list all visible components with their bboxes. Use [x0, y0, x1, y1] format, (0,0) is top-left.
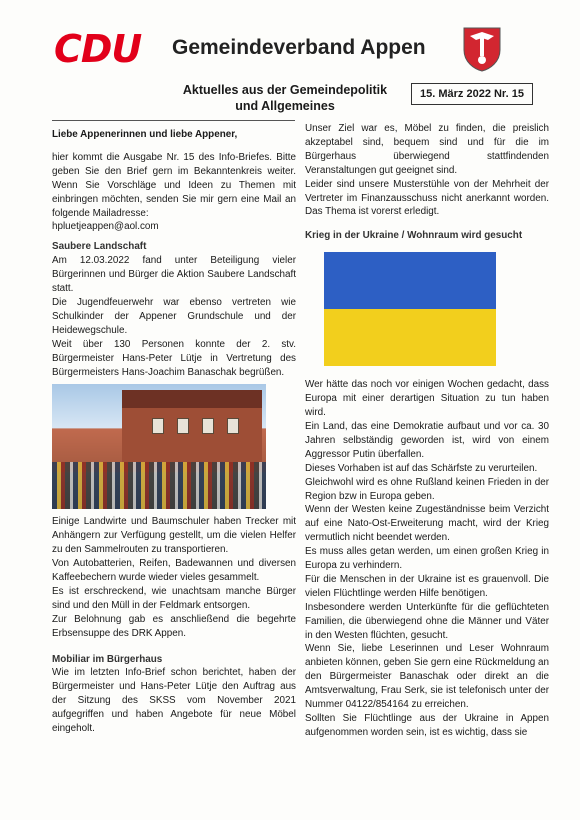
paragraph: Dieses Vorhaben ist auf das Schärfste zu verurteilen. [305, 462, 538, 474]
photo-crowd [52, 462, 266, 509]
subtitle-line-1: Aktuelles aus der Gemeindepolitik [182, 83, 388, 97]
cdu-logo: CDU [54, 27, 142, 71]
photo-roof [122, 390, 262, 408]
paragraph: Wer hätte das noch vor einigen Wochen gedacht, dass Europa mit einer derartigen Situation zu tun haben wird. [305, 379, 549, 419]
heading-ukraine: Krieg in der Ukraine / Wohnraum wird gesucht [305, 230, 523, 242]
paragraph: Sollten Sie Flüchtlinge aus der Ukraine in Appen aufgenommen worden sein, ist es wichtig, dass sie [305, 713, 549, 738]
photo-window [202, 418, 214, 434]
paragraph: Zur Belohnung gab es anschließend die begehrte Erbsensuppe des DRK Appen. [52, 613, 296, 639]
issue-date-box: 15. März 2022 Nr. 15 [411, 83, 533, 105]
paragraph: Es muss alles getan werden, um einen großen Krieg in Europa zu verhindern. [305, 546, 549, 572]
paragraph: Unser Ziel war es, Möbel zu finden, die preislich akzeptabel sind, bequem sind und für die im Bürgerhaus überwiegend stattfindenden Veranstaltungen gut geeignet sind. [305, 123, 549, 176]
cleanup-photo [52, 384, 266, 509]
paragraph: Wenn Sie, liebe Leserinnen und Leser Wohnraum anbieten können, geben Sie gern eine Rückmeldung an den Bürgermeister Banaschak oder direkt an die Amtsverwaltung, Frau Serk, sie ist telefonisch unter der Nummer 04122/854164 zu erreichen. [305, 643, 549, 711]
paragraph: Von Autobatterien, Reifen, Badewannen und diversen Kaffeebechern wurde wieder vieles gesammelt. [52, 558, 296, 584]
newsletter-subtitle [180, 82, 390, 114]
intro-paragraph: hier kommt die Ausgabe Nr. 15 des Info-Briefes. Bitte geben Sie den Brief gern im Bekanntenkreis weiter. Wenn Sie Vorschläge und Ideen zu Themen mit einbringen möchten, senden Sie mir gern eine Mail an folgende Mailadresse: [52, 151, 296, 219]
paragraph: Für die Menschen in der Ukraine ist es grauenvoll. Die vielen Flüchtlinge werden Hilfe benötigen. [305, 573, 549, 599]
photo-window [177, 418, 189, 434]
heading-saubere-landschaft: Saubere Landschaft [52, 241, 147, 253]
paragraph: Leider sind unsere Musterstühle von der Mehrheit der Vertreter im Finanzausschuss nicht anerkannt worden. Das Thema ist vorerst erledigt. [305, 178, 549, 218]
right-column [305, 122, 549, 740]
photo-window [227, 418, 239, 434]
email-address[interactable]: hpluetjeappen@aol.com [52, 221, 159, 233]
left-column [52, 124, 296, 736]
paragraph: Es ist erschreckend, wie unachtsam manche Bürger sind und den Müll in der Feldmark entsorgen. [52, 585, 296, 611]
paragraph: Insbesondere werden Unterkünfte für die geflüchteten Familien, die überwiegend ohne die Männer und Väter in den Westen flüchten, gesucht. [305, 601, 549, 641]
photo-window [152, 418, 164, 434]
org-title: Gemeindeverband Appen [172, 36, 426, 59]
paragraph: Wenn der Westen keine Zugeständnisse beim Verzicht auf eine Nato-Ost-Erweiterung macht, wird der Krieg vermutlich nicht beendet werden. [305, 504, 549, 544]
paragraph: Die Jugendfeuerwehr war ebenso vertreten wie Schulkinder der Appener Grundschule und der Heidewegschule. [52, 296, 296, 336]
paragraph: Wie im letzten Info-Brief schon berichtet, haben der Bürgermeister und Hans-Peter Lütje den Auftrag aus der Sitzung des SKSS vom November 2021 aufgegriffen und haben Angebote für neue Möbel eingeholt. [52, 667, 296, 735]
greeting: Liebe Appenerinnen und liebe Appener, [52, 129, 238, 140]
ukraine-flag [324, 252, 496, 366]
paragraph: Am 12.03.2022 fand unter Beteiligung vieler Bürgerinnen und Bürger die Aktion Saubere Landschaft statt. [52, 255, 296, 295]
paragraph: Weit über 130 Personen konnte der 2. stv. Bürgermeister Hans-Peter Lütje in Vertretung des Bürgermeisters Hans-Joachim Banaschak begrüßen. [52, 338, 296, 378]
flag-yellow-stripe [324, 309, 496, 366]
paragraph: Einige Landwirte und Baumschuler haben Trecker mit Anhängern zur Verfügung gestellt, um die vielen Helfer zu den Sammelrouten zu transportieren. [52, 516, 296, 556]
crest-icon [462, 26, 502, 72]
heading-mobiliar: Mobiliar im Bürgerhaus [52, 653, 163, 665]
paragraph: Gleichwohl wird es ohne Rußland keinen Frieden in der Region bzw in Europa geben. [305, 476, 549, 502]
flag-blue-stripe [324, 252, 496, 309]
subtitle-line-2: und Allgemeines [235, 99, 335, 113]
header-divider [52, 120, 295, 121]
paragraph: Ein Land, das eine Demokratie aufbaut und vor ca. 30 Jahren selbständig geworden ist, wird von einem Aggressor Putin überfallen. [305, 420, 549, 460]
